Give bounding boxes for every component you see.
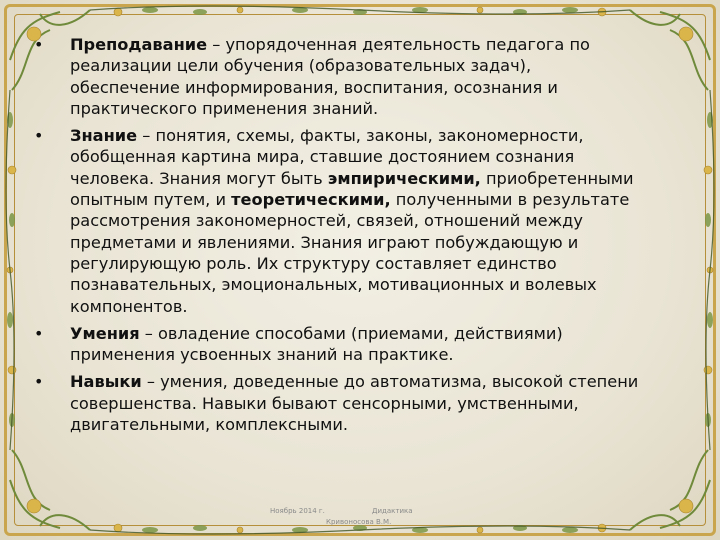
corner-ornament-bottom-right xyxy=(630,450,710,530)
definition-text: – понятия, схемы, факты, законы, закономерности, обобщенная картина мира, ставшие достоянием сознания человека. Знания могут быть xyxy=(70,126,584,188)
definition-text: – овладение способами (приемами, действиями) применения усвоенных знаний на практике. xyxy=(70,323,563,365)
footer-date: Ноябрь 2014 г. xyxy=(270,507,325,515)
term-habits: Навыки xyxy=(70,372,142,392)
corner-ornament-bottom-left xyxy=(10,450,90,530)
bold-empirical: эмпирическими, xyxy=(327,168,481,188)
bold-theoretical: теоретическими, xyxy=(231,190,391,210)
definition-text: – умения, доведенные до автоматизма, высокой степени совершенства. Навыки бывают сенсорными, умственными, двигательными, комплексными. xyxy=(70,372,639,435)
bullet-list xyxy=(34,34,646,441)
bullet-icon: • xyxy=(34,35,44,54)
definition-text: приобретенными опытным путем, и xyxy=(70,168,634,210)
list-item xyxy=(34,34,646,119)
term-skills: Умения xyxy=(70,323,140,343)
footer-author: Кривоносова В.М. xyxy=(326,518,392,526)
list-item xyxy=(34,125,646,317)
term-knowledge: Знание xyxy=(70,126,138,146)
definition-text: полученными в результате рассмотрения закономерностей, связей, отношений между предметами и явлениями. Знания играют побуждающую и регулирующую роль. Их структуру составляет единство познавательных, эмоциональных, мотивационных и волевых компонентов. xyxy=(70,190,630,316)
bullet-icon: • xyxy=(34,323,44,343)
list-item xyxy=(34,371,646,435)
term-teaching: Преподавание xyxy=(70,35,208,54)
list-item xyxy=(34,323,646,366)
bullet-icon: • xyxy=(34,372,44,392)
footer-subject: Дидактика xyxy=(372,507,413,515)
bullet-icon: • xyxy=(34,126,44,146)
definition-text: – упорядоченная деятельность педагога по реализации цели обучения (образовательных задач), обеспечение информирования, воспитания, осознания и практического применения знаний. xyxy=(70,35,590,118)
